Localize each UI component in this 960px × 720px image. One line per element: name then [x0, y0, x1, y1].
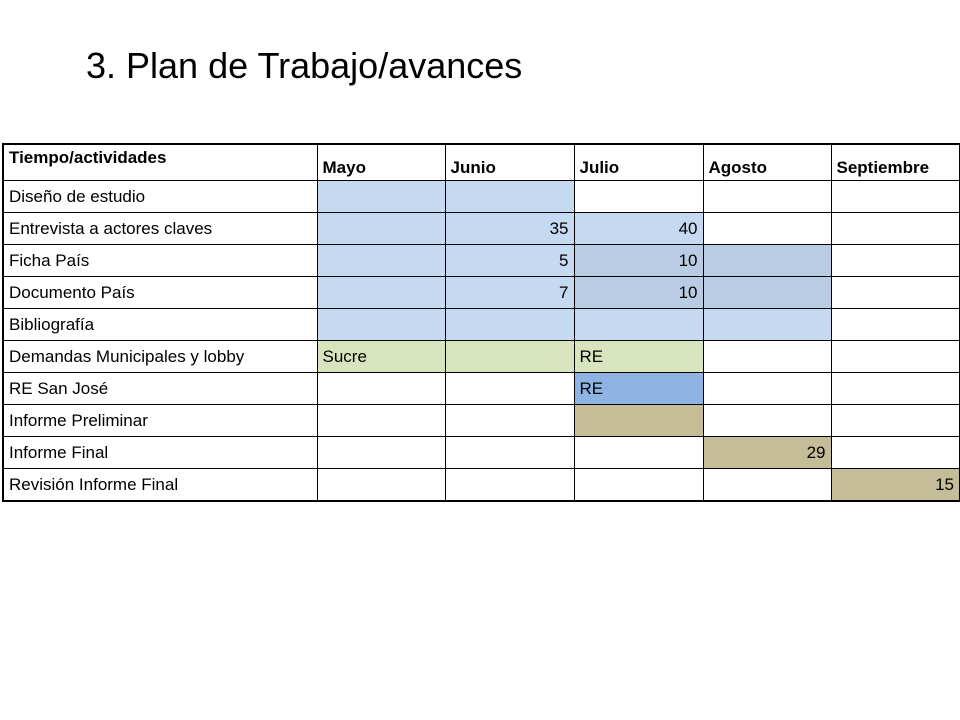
schedule-cell-junio: 35: [445, 213, 574, 245]
activities-column-header: Tiempo/actividades: [3, 144, 317, 181]
schedule-cell-junio: [445, 405, 574, 437]
month-header-julio: Julio: [574, 144, 703, 181]
schedule-cell-julio: [574, 181, 703, 213]
schedule-cell-agosto: [703, 277, 831, 309]
schedule-cell-agosto: [703, 373, 831, 405]
schedule-cell-septiembre: [831, 309, 960, 341]
schedule-cell-septiembre: [831, 437, 960, 469]
schedule-cell-julio: 10: [574, 245, 703, 277]
schedule-cell-mayo: [317, 373, 445, 405]
table-row: [3, 213, 960, 245]
schedule-body: [3, 181, 960, 502]
schedule-cell-septiembre: [831, 405, 960, 437]
schedule-cell-julio: [574, 469, 703, 502]
activity-label: RE San José: [3, 373, 317, 405]
schedule-cell-septiembre: [831, 245, 960, 277]
schedule-cell-junio: [445, 181, 574, 213]
activity-label: Informe Final: [3, 437, 317, 469]
schedule-cell-julio: [574, 405, 703, 437]
month-header-junio: Junio: [445, 144, 574, 181]
schedule-cell-mayo: [317, 213, 445, 245]
header-row: [3, 144, 960, 181]
schedule-cell-julio: RE: [574, 341, 703, 373]
table-row: [3, 245, 960, 277]
schedule-cell-agosto: [703, 181, 831, 213]
schedule-cell-septiembre: [831, 373, 960, 405]
table-row: [3, 309, 960, 341]
schedule-cell-mayo: [317, 181, 445, 213]
activity-label: Revisión Informe Final: [3, 469, 317, 502]
table-row: [3, 277, 960, 309]
schedule-cell-junio: [445, 341, 574, 373]
schedule-cell-mayo: [317, 437, 445, 469]
schedule-cell-junio: [445, 437, 574, 469]
schedule-cell-septiembre: [831, 181, 960, 213]
schedule-cell-mayo: [317, 277, 445, 309]
schedule-cell-julio: 40: [574, 213, 703, 245]
table-row: [3, 405, 960, 437]
schedule-cell-agosto: [703, 341, 831, 373]
schedule-cell-julio: [574, 309, 703, 341]
schedule-cell-junio: 7: [445, 277, 574, 309]
schedule-cell-junio: 5: [445, 245, 574, 277]
schedule-cell-junio: [445, 469, 574, 502]
month-header-mayo: Mayo: [317, 144, 445, 181]
schedule-cell-mayo: [317, 405, 445, 437]
schedule-cell-junio: [445, 373, 574, 405]
table-row: [3, 181, 960, 213]
schedule-cell-septiembre: [831, 213, 960, 245]
schedule-cell-agosto: 29: [703, 437, 831, 469]
schedule-cell-junio: [445, 309, 574, 341]
schedule-cell-agosto: [703, 309, 831, 341]
activity-label: Documento País: [3, 277, 317, 309]
table-row: [3, 341, 960, 373]
work-plan-table: [2, 143, 960, 502]
schedule-cell-mayo: Sucre: [317, 341, 445, 373]
schedule-cell-mayo: [317, 469, 445, 502]
schedule-cell-agosto: [703, 469, 831, 502]
schedule-cell-septiembre: 15: [831, 469, 960, 502]
schedule-cell-julio: [574, 437, 703, 469]
table-row: [3, 437, 960, 469]
schedule-cell-agosto: [703, 405, 831, 437]
activity-label: Informe Preliminar: [3, 405, 317, 437]
schedule-cell-julio: 10: [574, 277, 703, 309]
table-row: [3, 469, 960, 502]
table-row: [3, 373, 960, 405]
activity-label: Entrevista a actores claves: [3, 213, 317, 245]
schedule-cell-julio: RE: [574, 373, 703, 405]
month-header-agosto: Agosto: [703, 144, 831, 181]
schedule-cell-agosto: [703, 245, 831, 277]
activity-label: Ficha País: [3, 245, 317, 277]
schedule-cell-agosto: [703, 213, 831, 245]
slide-title: 3. Plan de Trabajo/avances: [86, 45, 523, 86]
schedule-cell-mayo: [317, 245, 445, 277]
month-header-septiembre: Septiembre: [831, 144, 960, 181]
schedule-cell-septiembre: [831, 277, 960, 309]
schedule-cell-mayo: [317, 309, 445, 341]
activity-label: Demandas Municipales y lobby: [3, 341, 317, 373]
activity-label: Bibliografía: [3, 309, 317, 341]
activity-label: Diseño de estudio: [3, 181, 317, 213]
schedule-cell-septiembre: [831, 341, 960, 373]
